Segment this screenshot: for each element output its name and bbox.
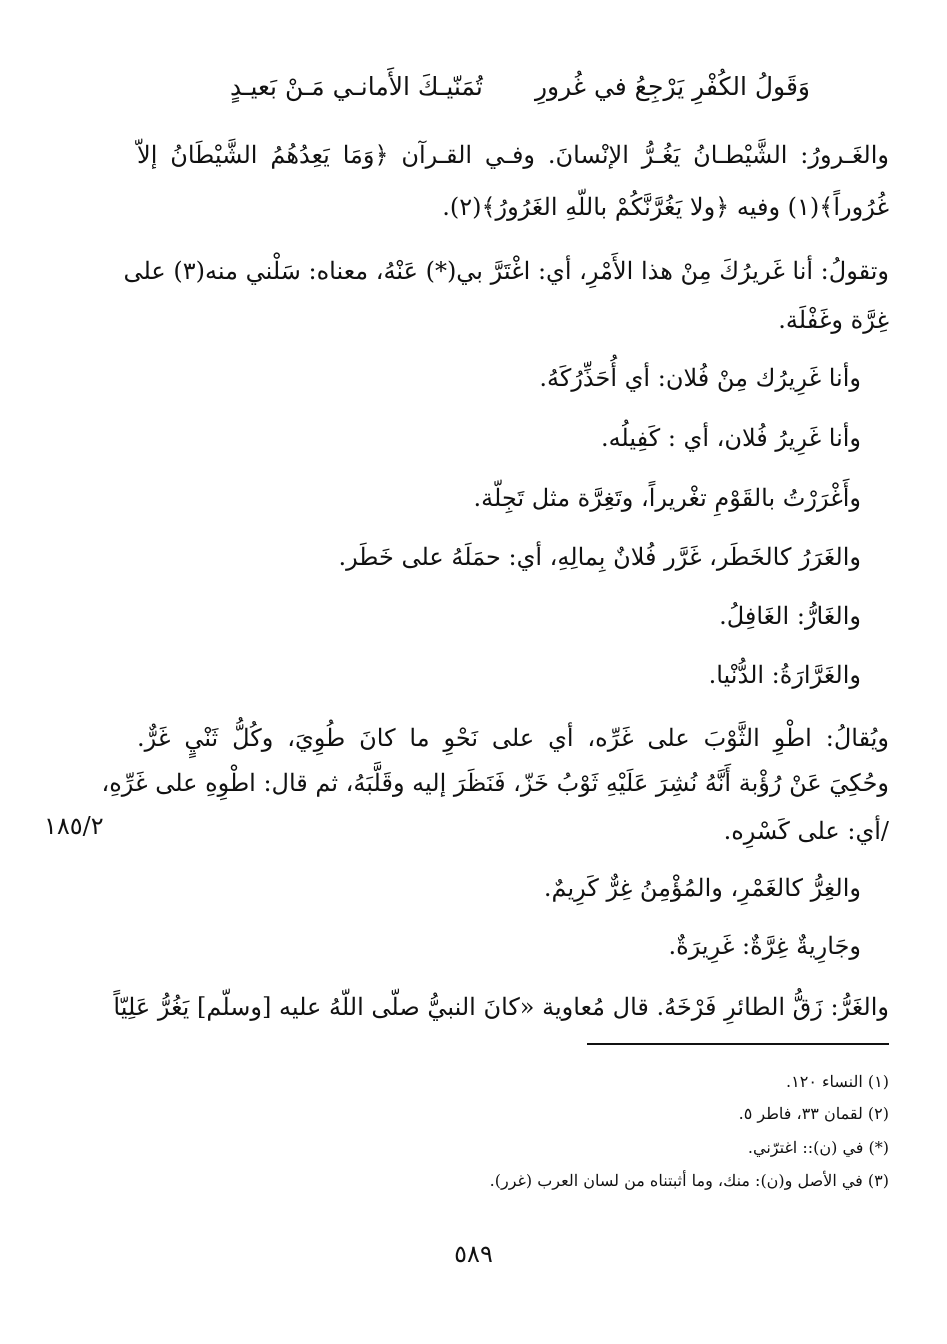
text-line-8: والغَرَرُ كالخَطَر، غَرَّر فُلانٌ بِمالِهِ، أي: حمَلَهُ على خَطَر. <box>338 543 861 571</box>
poetry-verse <box>230 72 810 101</box>
text-line-9: والغَارُّ: الغَافِلُ. <box>719 602 861 630</box>
text-line-6: وأنا غَرِيرُ فُلان، أي : كَفِيلُه. <box>600 424 861 452</box>
text-line-7: وأَغْرَرْتُ بالقَوْمِ تغْريراً، وتَغِرَّة مثل تَجِلّة. <box>473 484 861 512</box>
text-line-4: غِرَّة وغَفْلَة. <box>778 306 889 334</box>
text-line-13: /أي: على كَسْرِه. <box>723 817 889 845</box>
verse-hemistich-left: تُمَنّيـكَ الأَمانـي مَـنْ بَعيـدٍ <box>230 72 483 101</box>
text-line-16: والغَرُّ: زَقُّ الطائرِ فَرْخَهُ. قال مُعاوية «كانَ النبيُّ صلّى اللّهُ عليه [وسلّم] يَغُرُّ عَلِيّاً <box>113 993 889 1021</box>
text-line-11: ويُقالُ: اطْوِ الثَّوْبَ على غَرِّه، أي على نَحْوِ ما كانَ طُوِيَ، وكُلُّ ثَنْيٍ غَرٌّ. <box>137 724 889 752</box>
text-line-10: والغَرَّارَةُ: الدُّنْيا. <box>708 661 861 689</box>
text-line-5: وأنا غَرِيرُك مِنْ فُلان: أي أُحَذِّرُكَهُ. <box>539 364 861 392</box>
footnote-star: (*) في (ن):: اغترّني. <box>747 1138 889 1157</box>
footnote-1: (١) النساء ١٢٠. <box>786 1072 889 1091</box>
text-line-15: وجَارِيةٌ غِرَّةٌ: غَرِيرَةٌ. <box>668 932 861 960</box>
footnote-divider <box>587 1043 889 1045</box>
text-line-12: وحُكِيَ عَنْ رُؤْبة أَنَّهُ نُشِرَ عَلَيْهِ ثَوْبُ خَزّ، فَنَظَرَ إليه وقَلَّبَهُ، ثم قال: اطْوِهِ على غَرِّهِ، <box>101 769 889 797</box>
text-line-14: والغِرُّ كالغَمْرِ، والمُؤْمِنُ غِرٌّ كَرِيمٌ. <box>543 874 861 902</box>
text-line-3: وتقولُ: أنا غَريرُكَ مِنْ هذا الأَمْرِ، أي: اغْتَرَّ بي(*) عَنْهُ، معناه: سَلْني منه(٣) على <box>123 257 889 285</box>
text-line-1: والغَـرورُ: الشَّيْطـانُ يَغُـرُّ الإنْسانَ. وفـي القـرآن ﴿وَمَا يَعِدُهُمُ الشَّيْطَانُ إلاّ <box>137 141 889 169</box>
footnote-3: (٣) في الأصل و(ن): منك، وما أثبتناه من لسان العرب (غرر). <box>489 1171 889 1190</box>
page-number: ٥٨٩ <box>454 1240 493 1268</box>
verse-hemistich-right: وَقَولُ الكُفْرِ يَرْجِعُ في غُرورِ <box>534 72 810 101</box>
text-line-2: غُرُوراً﴾(١) وفيه ﴿ولا يَغُرَّنَّكُمْ باللّهِ الغَرُورُ﴾(٢). <box>442 193 889 221</box>
margin-reference: ١٨٥/٢ <box>44 812 104 840</box>
footnote-2: (٢) لقمان ٣٣، فاطر ٥. <box>738 1104 889 1123</box>
